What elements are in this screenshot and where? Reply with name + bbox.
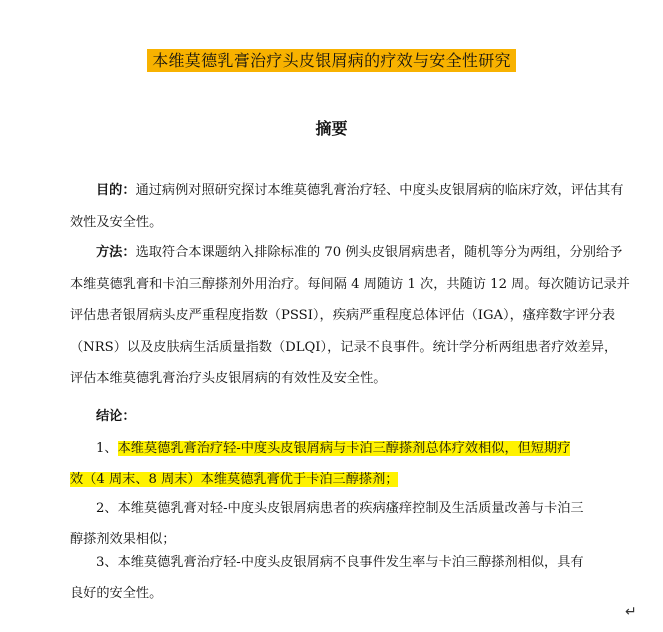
conclusion-item-3-text: 本维莫德乳膏治疗轻-中度头皮银屑病不良事件发生率与卡泊三醇搽剂相似，具有良好的安全性。	[70, 555, 584, 601]
conclusion-item-1-prefix: 1、	[96, 441, 118, 456]
conclusion-item-2-text: 本维莫德乳膏对轻-中度头皮银屑病患者的疾病瘙痒控制及生活质量改善与卡泊三醇搽剂效果相似；	[70, 501, 584, 547]
conclusion-item-2	[70, 493, 590, 555]
conclusion-label: 结论：	[96, 409, 136, 424]
document-title: 本维莫德乳膏治疗头皮银屑病的疗效与安全性研究	[147, 49, 516, 72]
conclusion-item-1-text: 本维莫德乳膏治疗轻-中度头皮银屑病与卡泊三醇搽剂总体疗效相似，但短期疗效（4 周末、8 周末）本维莫德乳膏优于卡泊三醇搽剂；	[70, 441, 571, 487]
paragraph-mark-icon: ↵	[625, 604, 637, 620]
conclusion-item-3	[70, 547, 590, 609]
methods-paragraph	[70, 237, 630, 395]
title-wrapper	[0, 49, 663, 72]
objective-paragraph	[70, 175, 630, 238]
conclusion-item-2-prefix: 2、	[96, 501, 118, 516]
methods-text: 选取符合本课题纳入排除标准的 70 例头皮银屑病患者，随机等分为两组，分别给予本维莫德乳膏和卡泊三醇搽剂外用治疗。每间隔 4 周随访 1 次，共随访 12 周。每次随访记录并评估患者银屑病头皮严重程度指数（PSSI），疾病严重程度总体评估（IGA），瘙痒数字评分表（NRS）以及皮肤病生活质量指数（DLQI），记录不良事件。统计学分析两组患者疗效差异，评估本维莫德乳膏治疗头皮银屑病的有效性及安全性。	[70, 245, 630, 386]
conclusion-item-3-prefix: 3、	[96, 555, 118, 570]
abstract-heading: 摘要	[315, 119, 348, 138]
objective-label: 目的：	[96, 183, 136, 198]
conclusion-item-1	[70, 433, 575, 495]
methods-label: 方法：	[96, 245, 136, 260]
objective-text: 通过病例对照研究探讨本维莫德乳膏治疗轻、中度头皮银屑病的临床疗效，评估其有效性及安全性。	[70, 183, 624, 230]
